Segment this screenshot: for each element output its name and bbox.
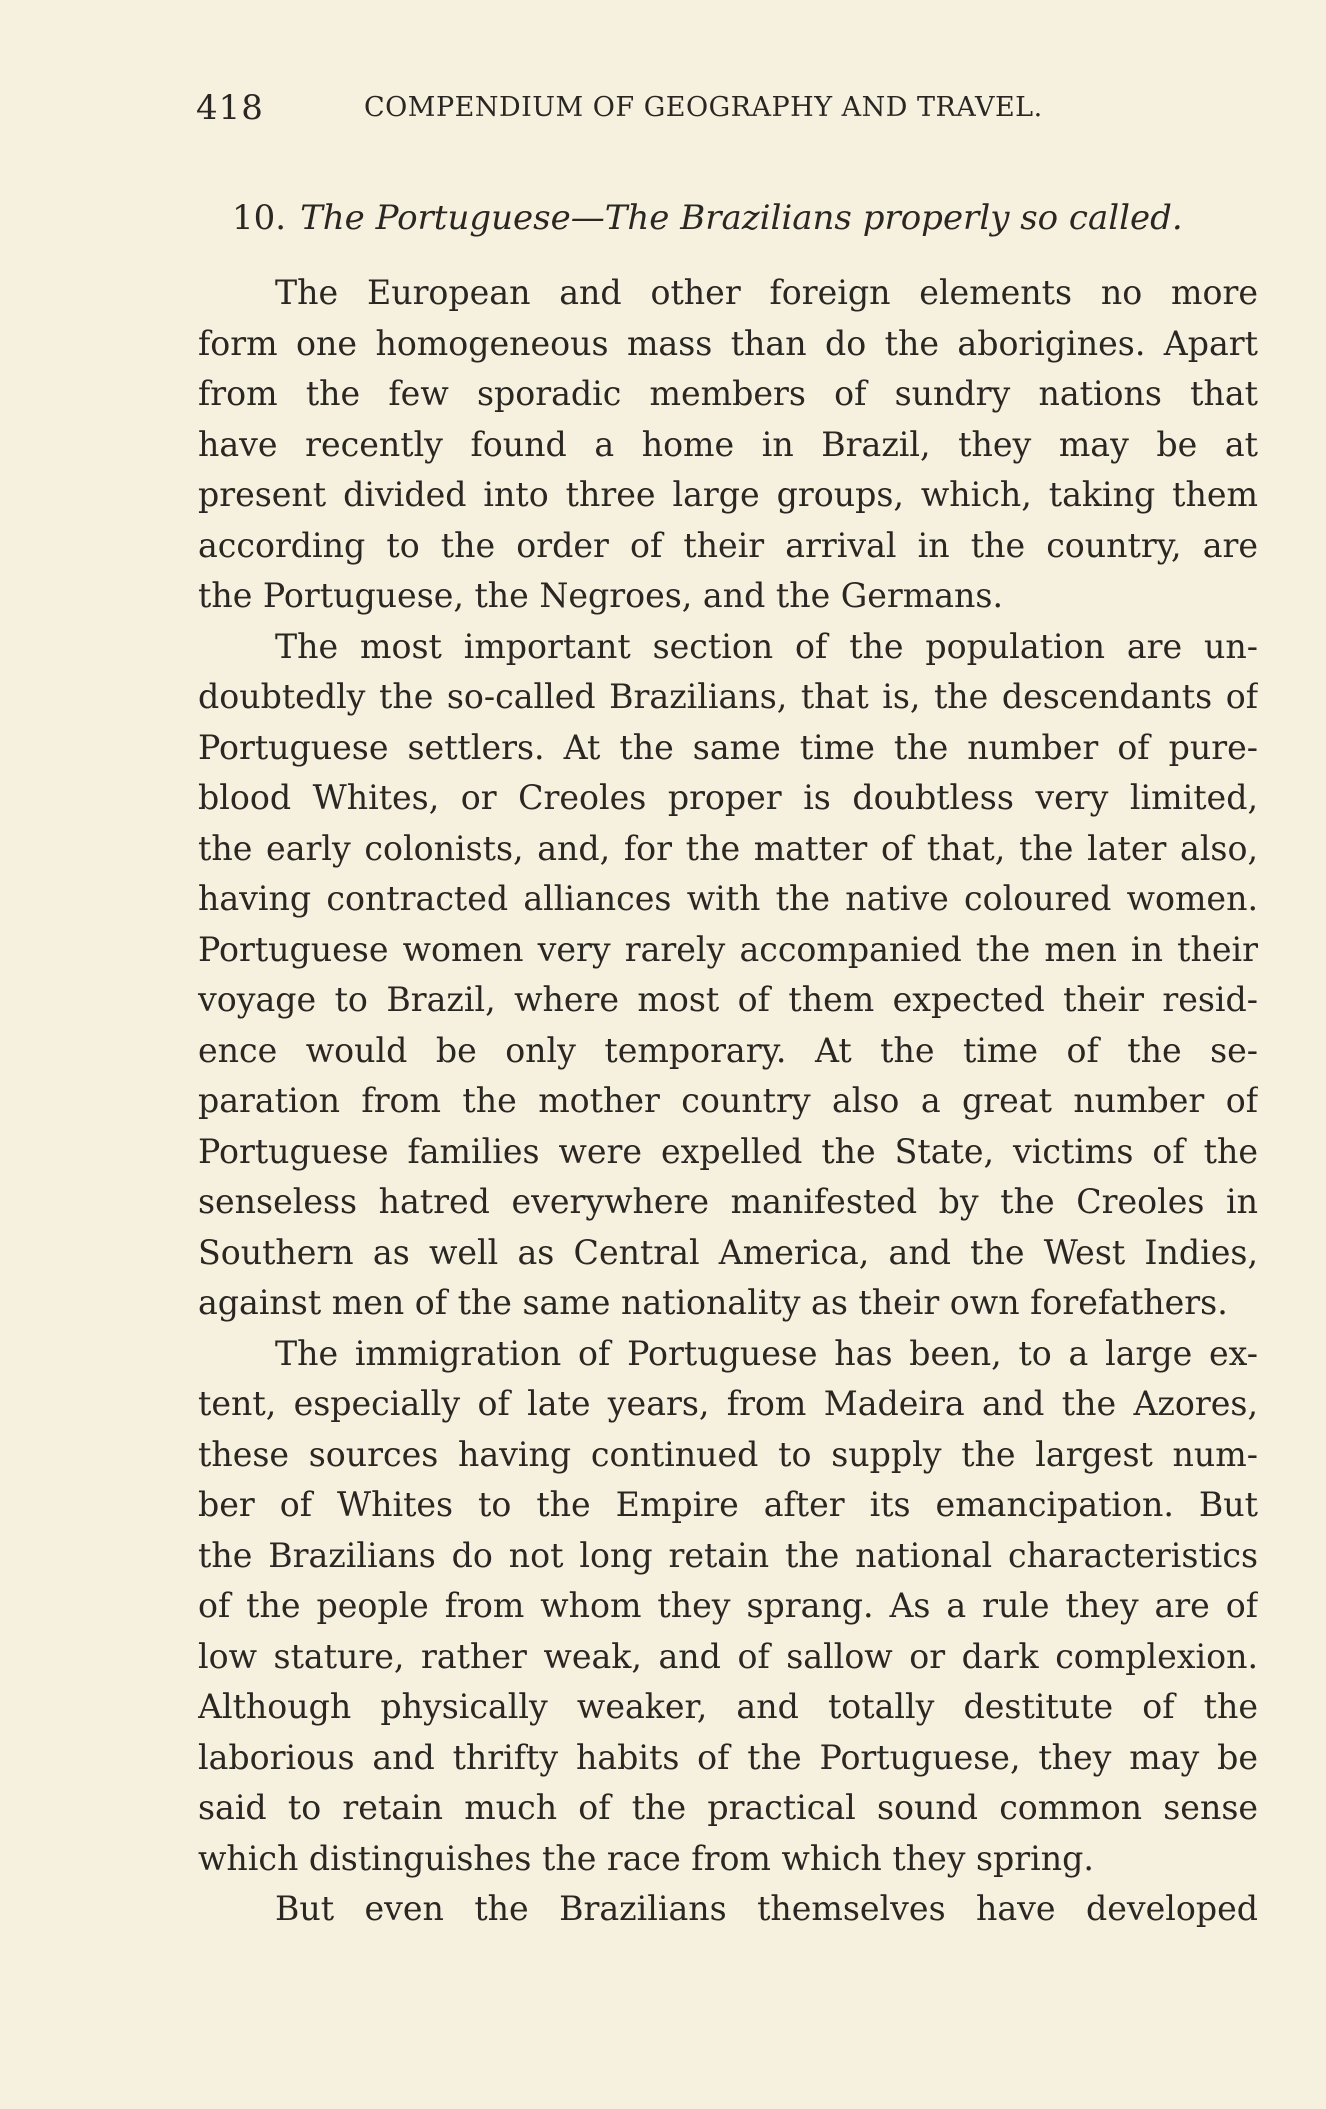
text-line: Portuguese settlers. At the same time the number of pure- [198, 727, 1258, 767]
section-title: The Portuguese—The Brazilians properly so called. [300, 198, 1183, 238]
text-line: The most important section of the population are un- [275, 626, 1258, 666]
text-line: The European and other foreign elements no more [275, 273, 1258, 312]
running-head: COMPENDIUM OF GEOGRAPHY AND TRAVEL. [364, 92, 1043, 123]
text-line: Although physically weaker, and totally destitute of the [198, 1687, 1258, 1726]
text-line: paration from the mother country also a great number of [198, 1081, 1258, 1120]
text-line: having contracted alliances with the native coloured women. [198, 879, 1258, 918]
section-number: 10. [232, 198, 287, 238]
text-line: senseless hatred everywhere manifested by the Creoles in [198, 1182, 1258, 1221]
text-line: ber of Whites to the Empire after its emancipation. But [198, 1485, 1258, 1524]
text-line: Portuguese families were expelled the State, victims of the [198, 1131, 1258, 1171]
text-line: have recently found a home in Brazil, they may be at [198, 424, 1258, 464]
text-line: But even the Brazilians themselves have developed [275, 1889, 1258, 1928]
text-line: The immigration of Portuguese has been, to a large ex- [275, 1333, 1258, 1373]
text-line: according to the order of their arrival in the country, are [198, 525, 1258, 565]
text-line: blood Whites, or Creoles proper is doubtless very limited, [198, 778, 1258, 817]
text-line: from the few sporadic members of sundry nations that [198, 374, 1258, 413]
text-line: the Portuguese, the Negroes, and the Germans. [198, 576, 1003, 615]
text-line: against men of the same nationality as their own forefathers. [198, 1283, 1228, 1322]
page-header [196, 88, 1256, 128]
text-line: low stature, rather weak, and of sallow or dark complexion. [198, 1636, 1258, 1676]
text-line: tent, especially of late years, from Madeira and the Azores, [198, 1384, 1258, 1423]
text-line: the Brazilians do not long retain the national characteristics [198, 1535, 1258, 1575]
body-text [198, 268, 1258, 1935]
text-line: form one homogeneous mass than do the aborigines. Apart [198, 323, 1258, 363]
text-line: doubtedly the so-called Brazilians, that is, the descendants of [198, 677, 1258, 716]
text-line: present divided into three large groups, which, taking them [198, 475, 1258, 514]
text-line: laborious and thrifty habits of the Portuguese, they may be [198, 1737, 1258, 1777]
text-line: the early colonists, and, for the matter of that, the later also, [198, 828, 1258, 868]
page-number: 418 [196, 88, 264, 128]
text-line: voyage to Brazil, where most of them expected their resid- [198, 980, 1258, 1019]
text-line: Portuguese women very rarely accompanied the men in their [198, 929, 1258, 969]
text-line: of the people from whom they sprang. As a rule they are of [198, 1586, 1258, 1625]
text-line: ence would be only temporary. At the time of the se- [198, 1030, 1258, 1070]
text-line: which distinguishes the race from which they spring. [198, 1838, 1094, 1878]
text-line: said to retain much of the practical sound common sense [198, 1788, 1258, 1827]
text-line: Southern as well as Central America, and the West Indies, [198, 1232, 1258, 1272]
text-line: these sources having continued to supply the largest num- [198, 1434, 1258, 1474]
section-heading [232, 198, 1262, 238]
